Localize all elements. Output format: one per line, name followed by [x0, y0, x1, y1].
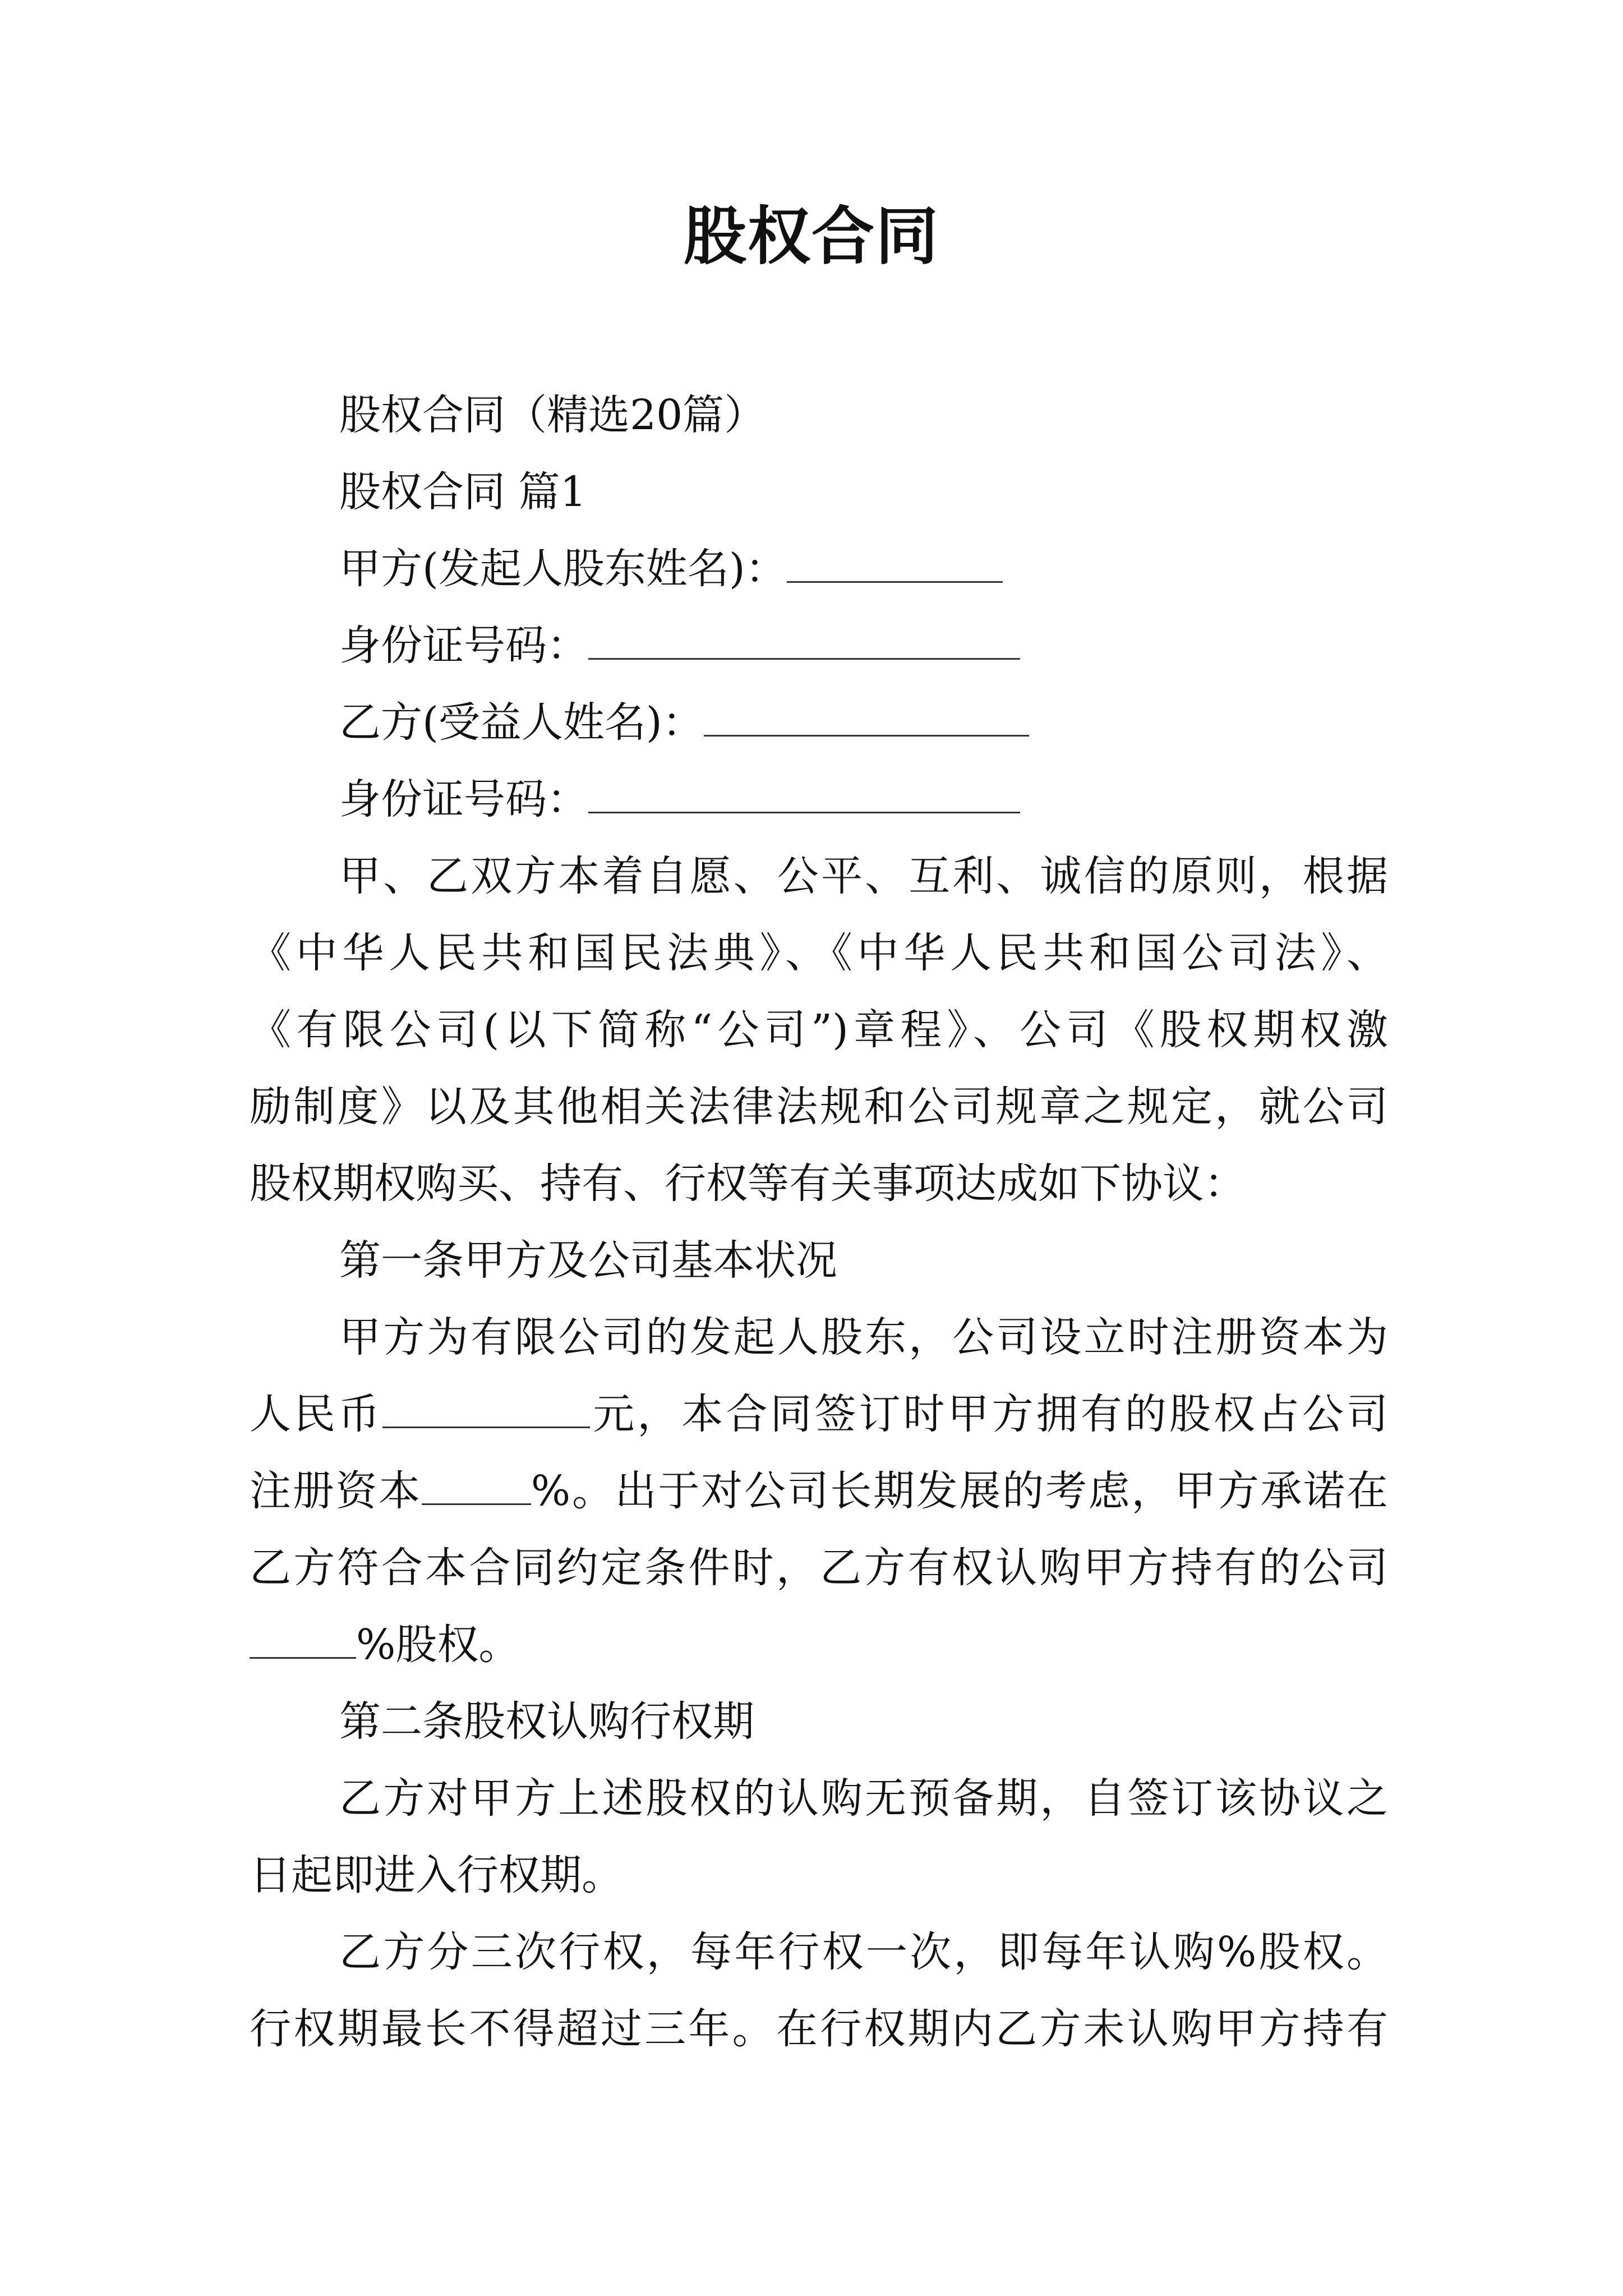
party-a-id-line: 身份证号码：	[250, 608, 1388, 684]
body-line-8: 《中华人民共和国民法典》、《中华人民共和国公司法》、	[250, 929, 1388, 977]
body-line-22: 行权期最长不得超过三年。在行权期内乙方未认购甲方持有	[250, 2005, 1388, 2053]
body-line-13: 甲方为有限公司的发起人股东，公司设立时注册资本为	[339, 1313, 1388, 1361]
body-line-2: 股权合同 篇1	[339, 468, 587, 516]
body-line-9: 《有限公司(以下简称“公司”)章程》、公司《股权期权激	[250, 1006, 1388, 1054]
body-line-7: 甲、乙双方本着自愿、公平、互利、诚信的原则，根据	[339, 852, 1388, 900]
subscribe-percent-blank	[250, 1651, 356, 1659]
party-b-id-line: 身份证号码：	[250, 761, 1388, 838]
share-percent-blank	[422, 1498, 531, 1505]
body-line-1: 股权合同（精选20篇）	[339, 391, 766, 439]
party-a-name-blank	[787, 576, 1003, 583]
subscribe-percent-line: %股权。	[250, 1607, 1388, 1683]
article-2-heading: 第二条股权认购行权期	[339, 1697, 754, 1746]
document-body	[250, 377, 1388, 2068]
article-1-heading: 第一条甲方及公司基本状况	[339, 1236, 837, 1285]
party-b-name-line: 乙方(受益人姓名)：	[250, 684, 1388, 761]
share-percent-line: 注册资本 %。出于对公司长期发展的考虑，甲方承诺在	[250, 1467, 1389, 1515]
party-b-id-blank	[588, 806, 1020, 813]
document-title: 股权合同	[684, 200, 939, 273]
body-line-21: 乙方分三次行权，每年行权一次，即每年认购%股权。	[339, 1928, 1388, 1976]
body-line-19: 乙方对甲方上述股权的认购无预备期，自签订该协议之	[339, 1774, 1388, 1823]
body-line-20: 日起即进入行权期。	[250, 1851, 623, 1899]
capital-line: 人民币 元，本合同签订时甲方拥有的股权占公司	[250, 1390, 1389, 1438]
body-line-11: 股权期权购买、持有、行权等有关事项达成如下协议：	[250, 1159, 1246, 1208]
party-a-id-blank	[588, 652, 1020, 660]
capital-amount-blank	[382, 1421, 590, 1428]
party-b-name-blank	[704, 729, 1029, 737]
body-line-10: 励制度》以及其他相关法律法规和公司规章之规定，就公司	[250, 1083, 1388, 1131]
body-line-16: 乙方符合本合同约定条件时，乙方有权认购甲方持有的公司	[250, 1544, 1388, 1592]
party-a-name-line: 甲方(发起人股东姓名)：	[250, 531, 1388, 608]
